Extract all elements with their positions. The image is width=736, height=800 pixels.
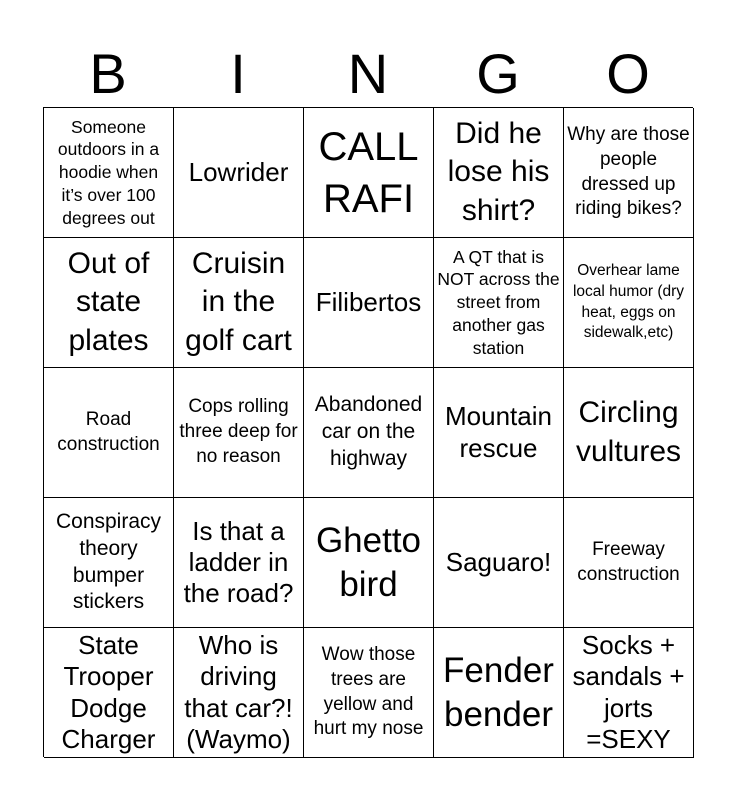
- bingo-board: [43, 107, 693, 757]
- bingo-cell-r1c1[interactable]: Someone outdoors in a hoodie when it’s over 100 degrees out: [44, 108, 174, 238]
- bingo-header: [43, 40, 693, 108]
- bingo-cell-r2c1[interactable]: Out of state plates: [44, 238, 174, 368]
- header-letter-b: B: [89, 42, 127, 105]
- bingo-cell-r5c3[interactable]: Wow those trees are yellow and hurt my nose: [304, 628, 434, 758]
- header-letter-o: O: [606, 42, 650, 105]
- bingo-cell-r4c2[interactable]: Is that a ladder in the road?: [174, 498, 304, 628]
- bingo-cell-r2c3[interactable]: Filibertos: [304, 238, 434, 368]
- bingo-cell-r5c4[interactable]: Fender bender: [434, 628, 564, 758]
- bingo-cell-r4c5[interactable]: Freeway construction: [564, 498, 694, 628]
- header-letter-i: I: [230, 42, 246, 105]
- header-letter-g: G: [476, 42, 520, 105]
- bingo-cell-r3c4[interactable]: Mountain rescue: [434, 368, 564, 498]
- bingo-cell-r4c1[interactable]: Conspiracy theory bumper stickers: [44, 498, 174, 628]
- bingo-cell-r2c2[interactable]: Cruisin in the golf cart: [174, 238, 304, 368]
- bingo-cell-r5c1[interactable]: State Trooper Dodge Charger: [44, 628, 174, 758]
- bingo-cell-r4c3[interactable]: Ghetto bird: [304, 498, 434, 628]
- bingo-cell-r5c5[interactable]: Socks + sandals + jorts =SEXY: [564, 628, 694, 758]
- bingo-cell-r1c4[interactable]: Did he lose his shirt?: [434, 108, 564, 238]
- header-letter-n: N: [347, 42, 389, 105]
- bingo-cell-r1c3[interactable]: CALL RAFI: [304, 108, 434, 238]
- bingo-cell-r2c5[interactable]: Overhear lame local humor (dry heat, eggs on sidewalk,etc): [564, 238, 694, 368]
- bingo-cell-r3c5[interactable]: Circling vultures: [564, 368, 694, 498]
- bingo-cell-r4c4[interactable]: Saguaro!: [434, 498, 564, 628]
- bingo-cell-r1c5[interactable]: Why are those people dressed up riding bikes?: [564, 108, 694, 238]
- bingo-cell-r2c4[interactable]: A QT that is NOT across the street from another gas station: [434, 238, 564, 368]
- bingo-cell-r3c2[interactable]: Cops rolling three deep for no reason: [174, 368, 304, 498]
- bingo-cell-r5c2[interactable]: Who is driving that car?! (Waymo): [174, 628, 304, 758]
- bingo-cell-r3c3[interactable]: Abandoned car on the highway: [304, 368, 434, 498]
- bingo-cell-r3c1[interactable]: Road construction: [44, 368, 174, 498]
- bingo-cell-r1c2[interactable]: Lowrider: [174, 108, 304, 238]
